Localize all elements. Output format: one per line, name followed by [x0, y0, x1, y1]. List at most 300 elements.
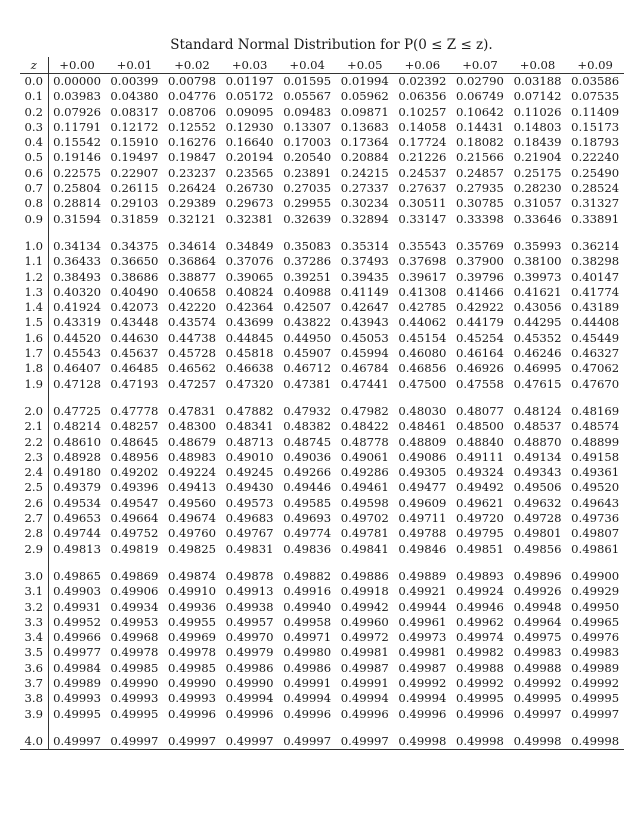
z-value-cell: 2.2 — [20, 435, 48, 450]
probability-cell: 0.07535 — [571, 89, 620, 104]
probability-cell: 0.41149 — [340, 284, 389, 299]
probability-cell: 0.49361 — [571, 465, 620, 480]
column-header: +0.05 — [336, 57, 394, 74]
z-value-cell: 1.0 — [20, 227, 48, 254]
probability-cell: 0.32639 — [283, 211, 332, 226]
probability-cell: 0.48537 — [513, 419, 562, 434]
probability-cell: 0.28814 — [53, 196, 102, 211]
probability-cell: 0.49996 — [168, 706, 216, 721]
probability-cell: 0.21904 — [513, 150, 562, 165]
z-value-cell: 1.6 — [20, 331, 48, 346]
probability-cell: 0.49934 — [110, 599, 159, 614]
probability-cell: 0.49461 — [340, 480, 389, 495]
probability-cell: 0.42785 — [398, 300, 447, 315]
probability-cell: 0.00798 — [168, 74, 216, 88]
probability-cell: 0.35769 — [455, 238, 504, 253]
probability-cell: 0.40658 — [168, 284, 216, 299]
probability-cell: 0.11791 — [53, 119, 102, 134]
probability-cell: 0.49993 — [110, 691, 159, 706]
table-row — [20, 254, 624, 269]
z-value-cell: 2.1 — [20, 419, 48, 434]
probability-cell: 0.49978 — [110, 645, 159, 660]
probability-cell: 0.48745 — [283, 434, 332, 449]
probability-cell: 0.04776 — [168, 89, 216, 104]
probability-cell: 0.49736 — [571, 511, 620, 526]
z-value-cell: 1.4 — [20, 300, 48, 315]
probability-cell: 0.24215 — [340, 165, 389, 180]
probability-cell: 0.49609 — [398, 495, 447, 510]
probability-cell: 0.40320 — [53, 284, 102, 299]
probability-cell: 0.49900 — [571, 568, 620, 583]
z-value-cell: 3.3 — [20, 615, 48, 630]
probability-cell: 0.18082 — [455, 135, 504, 150]
table-row — [20, 557, 624, 584]
probability-cell: 0.49916 — [283, 584, 332, 599]
probability-cell: 0.49010 — [225, 449, 274, 464]
probability-cell: 0.49995 — [110, 706, 159, 721]
probability-cell: 0.49962 — [455, 614, 504, 629]
probability-cell: 0.48899 — [571, 434, 620, 449]
probability-cell: 0.03586 — [571, 74, 620, 88]
probability-cell: 0.31057 — [513, 196, 562, 211]
column-header: +0.02 — [163, 57, 221, 74]
table-row — [20, 74, 624, 90]
z-value-cell: 2.0 — [20, 392, 48, 419]
probability-cell: 0.15542 — [53, 135, 102, 150]
probability-cell: 0.49955 — [168, 614, 216, 629]
probability-cell: 0.49936 — [168, 599, 216, 614]
z-value-cell: 2.5 — [20, 480, 48, 495]
probability-cell: 0.46926 — [455, 361, 504, 376]
probability-cell: 0.47062 — [571, 361, 620, 376]
z-value-cell: 3.0 — [20, 557, 48, 584]
probability-cell: 0.49995 — [455, 691, 504, 706]
probability-cell: 0.38686 — [110, 269, 159, 284]
z-value-cell: 2.6 — [20, 496, 48, 511]
probability-cell: 0.49903 — [53, 584, 102, 599]
probability-cell: 0.04380 — [110, 89, 159, 104]
z-value-cell: 3.1 — [20, 584, 48, 599]
probability-cell: 0.49446 — [283, 480, 332, 495]
probability-cell: 0.44950 — [283, 330, 332, 345]
table-row — [20, 542, 624, 557]
probability-cell: 0.13683 — [340, 119, 389, 134]
probability-cell: 0.49991 — [340, 675, 389, 690]
table-row — [20, 196, 624, 211]
probability-cell: 0.49961 — [398, 614, 447, 629]
probability-cell: 0.49506 — [513, 480, 562, 495]
probability-cell: 0.49958 — [283, 614, 332, 629]
probability-cell: 0.49896 — [513, 568, 562, 583]
probability-cell: 0.47615 — [513, 376, 562, 391]
z-value-cell: 2.3 — [20, 450, 48, 465]
probability-cell: 0.49978 — [168, 645, 216, 660]
probability-cell: 0.06749 — [455, 89, 504, 104]
probability-cell: 0.36433 — [53, 254, 102, 269]
probability-cell: 0.39435 — [340, 269, 389, 284]
probability-cell: 0.14058 — [398, 119, 447, 134]
probability-cell: 0.15173 — [571, 119, 620, 134]
probability-cell: 0.46080 — [398, 346, 447, 361]
probability-cell: 0.49989 — [571, 660, 620, 675]
probability-cell: 0.43319 — [53, 315, 102, 330]
probability-cell: 0.49906 — [110, 584, 159, 599]
probability-cell: 0.07926 — [53, 104, 102, 119]
probability-cell: 0.18793 — [571, 135, 620, 150]
probability-cell: 0.49997 — [513, 706, 562, 721]
probability-cell: 0.49520 — [571, 480, 620, 495]
probability-cell: 0.42364 — [225, 300, 274, 315]
probability-cell: 0.25490 — [571, 165, 620, 180]
z-value-cell: 0.0 — [20, 74, 48, 90]
z-value-cell: 0.9 — [20, 212, 48, 227]
probability-cell: 0.49573 — [225, 495, 274, 510]
probability-cell: 0.49683 — [225, 511, 274, 526]
probability-cell: 0.49997 — [48, 722, 106, 750]
probability-cell: 0.46407 — [53, 361, 102, 376]
probability-cell: 0.44845 — [225, 330, 274, 345]
probability-cell: 0.40490 — [110, 284, 159, 299]
probability-cell: 0.00399 — [110, 74, 159, 88]
probability-cell: 0.49997 — [571, 706, 620, 721]
probability-cell: 0.39796 — [455, 269, 504, 284]
z-value-cell: 0.3 — [20, 120, 48, 135]
probability-cell: 0.22575 — [53, 165, 102, 180]
probability-cell: 0.43056 — [513, 300, 562, 315]
probability-cell: 0.49996 — [398, 706, 447, 721]
probability-cell: 0.49061 — [340, 449, 389, 464]
probability-cell: 0.47882 — [225, 403, 274, 418]
table-row — [20, 150, 624, 165]
probability-cell: 0.36864 — [168, 254, 216, 269]
probability-cell: 0.14431 — [455, 119, 504, 134]
probability-cell: 0.44408 — [571, 315, 620, 330]
table-row — [20, 722, 624, 750]
probability-cell: 0.21566 — [455, 150, 504, 165]
probability-cell: 0.48610 — [53, 434, 102, 449]
probability-cell: 0.22907 — [110, 165, 159, 180]
table-title: Standard Normal Distribution for P(0 ≤ Z ≤ z). — [170, 37, 493, 53]
table-row — [20, 135, 624, 150]
probability-cell: 0.12930 — [225, 119, 274, 134]
probability-cell: 0.49931 — [53, 599, 102, 614]
probability-cell: 0.49996 — [283, 706, 332, 721]
probability-cell: 0.16640 — [225, 135, 274, 150]
probability-cell: 0.49893 — [455, 568, 504, 583]
probability-cell: 0.39973 — [513, 269, 562, 284]
probability-cell: 0.49643 — [571, 495, 620, 510]
z-table — [20, 57, 624, 750]
probability-cell: 0.11409 — [571, 104, 620, 119]
probability-cell: 0.49995 — [53, 706, 102, 721]
table-row — [20, 300, 624, 315]
z-value-cell: 3.5 — [20, 645, 48, 660]
probability-cell: 0.45254 — [455, 330, 504, 345]
probability-cell: 0.46995 — [513, 361, 562, 376]
probability-cell: 0.45637 — [110, 346, 159, 361]
z-value-cell: 3.2 — [20, 600, 48, 615]
probability-cell: 0.42647 — [340, 300, 389, 315]
probability-cell: 0.49976 — [571, 630, 620, 645]
probability-cell: 0.37900 — [455, 254, 504, 269]
probability-cell: 0.10257 — [398, 104, 447, 119]
probability-cell: 0.48840 — [455, 434, 504, 449]
probability-cell: 0.06356 — [398, 89, 447, 104]
probability-cell: 0.30511 — [398, 196, 447, 211]
probability-cell: 0.49992 — [398, 675, 447, 690]
probability-cell: 0.39251 — [283, 269, 332, 284]
probability-cell: 0.46485 — [110, 361, 159, 376]
probability-cell: 0.49960 — [340, 614, 389, 629]
probability-cell: 0.49992 — [455, 675, 504, 690]
probability-cell: 0.49940 — [283, 599, 332, 614]
table-row — [20, 615, 624, 630]
probability-cell: 0.47725 — [53, 403, 102, 418]
probability-cell: 0.31859 — [110, 211, 159, 226]
probability-cell: 0.49950 — [571, 599, 620, 614]
probability-cell: 0.49856 — [513, 541, 562, 556]
probability-cell: 0.49889 — [398, 568, 447, 583]
probability-cell: 0.45543 — [53, 346, 102, 361]
probability-cell: 0.49997 — [163, 722, 221, 750]
probability-cell: 0.48030 — [398, 403, 447, 418]
table-row — [20, 584, 624, 599]
probability-cell: 0.39065 — [225, 269, 274, 284]
probability-cell: 0.43822 — [283, 315, 332, 330]
probability-cell: 0.49988 — [513, 660, 562, 675]
table-row — [20, 676, 624, 691]
probability-cell: 0.49086 — [398, 449, 447, 464]
probability-cell: 0.19847 — [168, 150, 216, 165]
probability-cell: 0.49964 — [513, 614, 562, 629]
probability-cell: 0.49702 — [340, 511, 389, 526]
column-header: +0.03 — [221, 57, 279, 74]
probability-cell: 0.49944 — [398, 599, 447, 614]
probability-cell: 0.49874 — [168, 568, 216, 583]
probability-cell: 0.14803 — [513, 119, 562, 134]
probability-cell: 0.49534 — [53, 495, 102, 510]
probability-cell: 0.49819 — [110, 541, 159, 556]
probability-cell: 0.48461 — [398, 419, 447, 434]
probability-cell: 0.32894 — [340, 211, 389, 226]
probability-cell: 0.49851 — [455, 541, 504, 556]
probability-cell: 0.47982 — [340, 403, 389, 418]
probability-cell: 0.47831 — [168, 403, 216, 418]
probability-cell: 0.49653 — [53, 511, 102, 526]
probability-cell: 0.49990 — [168, 675, 216, 690]
probability-cell: 0.49134 — [513, 449, 562, 464]
probability-cell: 0.44738 — [168, 330, 216, 345]
probability-cell: 0.49752 — [110, 526, 159, 541]
probability-cell: 0.49202 — [110, 465, 159, 480]
probability-cell: 0.40147 — [571, 269, 620, 284]
probability-cell: 0.48574 — [571, 419, 620, 434]
probability-cell: 0.49921 — [398, 584, 447, 599]
probability-cell: 0.45352 — [513, 330, 562, 345]
probability-cell: 0.11026 — [513, 104, 562, 119]
probability-cell: 0.49953 — [110, 614, 159, 629]
probability-cell: 0.36214 — [571, 238, 620, 253]
probability-cell: 0.49997 — [336, 722, 394, 750]
column-header: +0.08 — [509, 57, 567, 74]
probability-cell: 0.38298 — [571, 254, 620, 269]
probability-cell: 0.45449 — [571, 330, 620, 345]
probability-cell: 0.19497 — [110, 150, 159, 165]
probability-cell: 0.49111 — [455, 449, 504, 464]
probability-cell: 0.18439 — [513, 135, 562, 150]
probability-cell: 0.49807 — [571, 526, 620, 541]
table-row — [20, 89, 624, 104]
probability-cell: 0.44062 — [398, 315, 447, 330]
z-value-cell: 2.9 — [20, 542, 48, 557]
probability-cell: 0.09483 — [283, 104, 332, 119]
probability-cell: 0.49995 — [513, 691, 562, 706]
probability-cell: 0.49974 — [455, 630, 504, 645]
probability-cell: 0.49547 — [110, 495, 159, 510]
probability-cell: 0.47932 — [283, 403, 332, 418]
probability-cell: 0.49632 — [513, 495, 562, 510]
probability-cell: 0.34134 — [53, 238, 102, 253]
probability-cell: 0.42073 — [110, 300, 159, 315]
probability-cell: 0.38877 — [168, 269, 216, 284]
probability-cell: 0.49957 — [225, 614, 274, 629]
z-value-cell: 1.2 — [20, 270, 48, 285]
table-row — [20, 227, 624, 254]
probability-cell: 0.49997 — [221, 722, 279, 750]
probability-cell: 0.49981 — [398, 645, 447, 660]
probability-cell: 0.49869 — [110, 568, 159, 583]
probability-cell: 0.48500 — [455, 419, 504, 434]
probability-cell: 0.35314 — [340, 238, 389, 253]
probability-cell: 0.46638 — [225, 361, 274, 376]
probability-cell: 0.45818 — [225, 346, 274, 361]
probability-cell: 0.49286 — [340, 465, 389, 480]
probability-cell: 0.48214 — [53, 419, 102, 434]
probability-cell: 0.49886 — [340, 568, 389, 583]
probability-cell: 0.49993 — [168, 691, 216, 706]
probability-cell: 0.35543 — [398, 238, 447, 253]
column-header: +0.01 — [106, 57, 164, 74]
probability-cell: 0.41924 — [53, 300, 102, 315]
probability-cell: 0.49998 — [509, 722, 567, 750]
probability-cell: 0.27637 — [398, 181, 447, 196]
probability-cell: 0.49990 — [225, 675, 274, 690]
z-value-cell: 0.5 — [20, 150, 48, 165]
table-row — [20, 645, 624, 660]
probability-cell: 0.47558 — [455, 376, 504, 391]
probability-cell: 0.48300 — [168, 419, 216, 434]
probability-cell: 0.43943 — [340, 315, 389, 330]
probability-cell: 0.49977 — [53, 645, 102, 660]
table-row — [20, 435, 624, 450]
z-column-header: z — [20, 57, 48, 74]
probability-cell: 0.49878 — [225, 568, 274, 583]
z-value-cell: 2.7 — [20, 511, 48, 526]
probability-cell: 0.08317 — [110, 104, 159, 119]
table-row — [20, 511, 624, 526]
probability-cell: 0.45907 — [283, 346, 332, 361]
probability-cell: 0.49986 — [225, 660, 274, 675]
probability-cell: 0.38493 — [53, 269, 102, 284]
probability-cell: 0.48422 — [340, 419, 389, 434]
probability-cell: 0.49396 — [110, 480, 159, 495]
probability-cell: 0.37076 — [225, 254, 274, 269]
probability-cell: 0.49781 — [340, 526, 389, 541]
z-value-cell: 1.7 — [20, 346, 48, 361]
probability-cell: 0.49979 — [225, 645, 274, 660]
probability-cell: 0.12172 — [110, 119, 159, 134]
probability-cell: 0.24537 — [398, 165, 447, 180]
table-row — [20, 166, 624, 181]
probability-cell: 0.49994 — [340, 691, 389, 706]
probability-cell: 0.08706 — [168, 104, 216, 119]
probability-cell: 0.01197 — [225, 74, 274, 88]
table-row — [20, 270, 624, 285]
z-value-cell: 1.3 — [20, 285, 48, 300]
probability-cell: 0.49971 — [283, 630, 332, 645]
probability-cell: 0.49158 — [571, 449, 620, 464]
probability-cell: 0.49825 — [168, 541, 216, 556]
probability-cell: 0.05962 — [340, 89, 389, 104]
header-row — [20, 57, 624, 74]
z-value-cell: 0.4 — [20, 135, 48, 150]
probability-cell: 0.48645 — [110, 434, 159, 449]
table-row — [20, 120, 624, 135]
probability-cell: 0.49986 — [283, 660, 332, 675]
probability-cell: 0.48382 — [283, 419, 332, 434]
probability-cell: 0.35083 — [283, 238, 332, 253]
probability-cell: 0.49948 — [513, 599, 562, 614]
z-value-cell: 3.4 — [20, 630, 48, 645]
probability-cell: 0.00000 — [53, 74, 102, 88]
probability-cell: 0.29389 — [168, 196, 216, 211]
probability-cell: 0.39617 — [398, 269, 447, 284]
probability-cell: 0.49865 — [53, 568, 102, 583]
probability-cell: 0.49831 — [225, 541, 274, 556]
probability-cell: 0.49929 — [571, 584, 620, 599]
probability-cell: 0.49985 — [110, 660, 159, 675]
probability-cell: 0.07142 — [513, 89, 562, 104]
probability-cell: 0.01595 — [283, 74, 332, 88]
probability-cell: 0.49983 — [571, 645, 620, 660]
probability-cell: 0.13307 — [283, 119, 332, 134]
probability-cell: 0.09871 — [340, 104, 389, 119]
probability-cell: 0.49379 — [53, 480, 102, 495]
probability-cell: 0.49621 — [455, 495, 504, 510]
probability-cell: 0.10642 — [455, 104, 504, 119]
probability-cell: 0.48713 — [225, 434, 274, 449]
table-row — [20, 496, 624, 511]
probability-cell: 0.49841 — [340, 541, 389, 556]
z-value-cell: 1.5 — [20, 315, 48, 330]
probability-cell: 0.49324 — [455, 465, 504, 480]
probability-cell: 0.49984 — [53, 660, 102, 675]
z-value-cell: 2.8 — [20, 526, 48, 541]
probability-cell: 0.34849 — [225, 238, 274, 253]
probability-cell: 0.49266 — [283, 465, 332, 480]
column-header: +0.04 — [278, 57, 336, 74]
probability-cell: 0.46562 — [168, 361, 216, 376]
column-header: +0.06 — [394, 57, 452, 74]
probability-cell: 0.49969 — [168, 630, 216, 645]
probability-cell: 0.49987 — [340, 660, 389, 675]
probability-cell: 0.47381 — [283, 376, 332, 391]
probability-cell: 0.46246 — [513, 346, 562, 361]
table-row — [20, 285, 624, 300]
probability-cell: 0.27935 — [455, 181, 504, 196]
probability-cell: 0.42507 — [283, 300, 332, 315]
probability-cell: 0.41308 — [398, 284, 447, 299]
